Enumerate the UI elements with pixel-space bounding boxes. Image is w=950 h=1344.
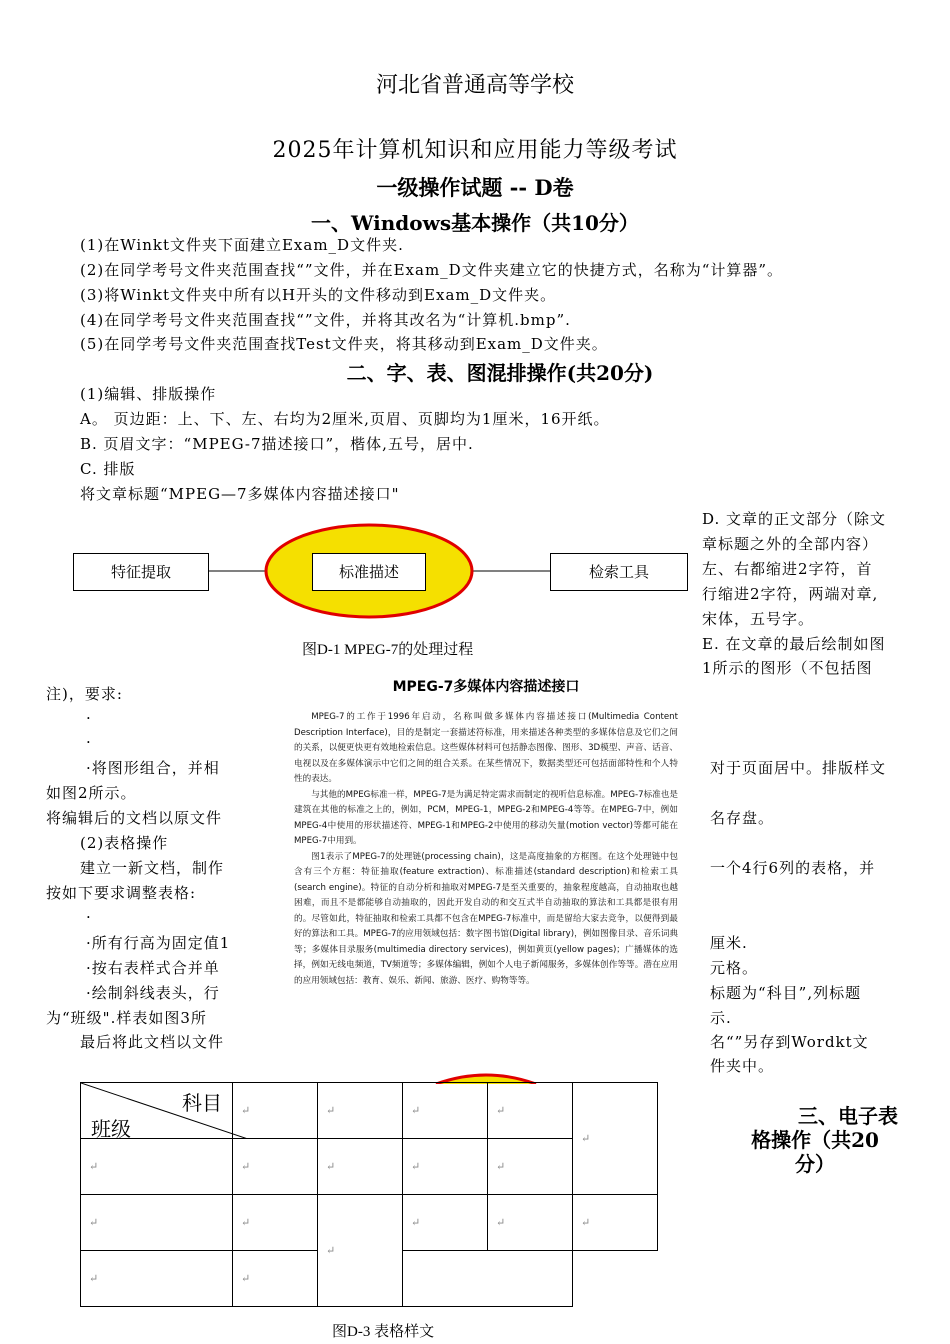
section2-title: 二、字、表、图混排操作(共20分) xyxy=(346,361,654,385)
box-feature-extraction: 特征提取 xyxy=(73,553,209,591)
school-title: 河北省普通高等学校 xyxy=(375,73,574,98)
figure2-sample-image xyxy=(286,672,686,1058)
table-cell: ↵ xyxy=(403,1195,488,1251)
right-col-line-4: 行缩进2字符，两端对章, xyxy=(702,585,879,603)
box-standard-description: 标准描述 xyxy=(312,553,426,591)
left-frag-5: 如图2所示。 xyxy=(46,784,137,802)
figure2-paragraph-1: MPEG-7的工作于1996年启动，名称叫做多媒体内容描述接口(Multimedia Content Description Interface)，目的是制定一套描述符标准，用来描述各种类型的多媒体信息及它们之间的关系，以便更快更有效地检索信息。这些媒体材料可包括静态图像、图形、3D模型、声音、话音、电视以及在多媒体演示中它们之间的组合关系。在某些情况下，数据类型还可包括面部特性和个人特性的表达。 xyxy=(294,712,678,784)
left-frag-4: ·将图形组合，并相 xyxy=(86,759,220,777)
figure2-paragraph-2: 与其他的MPEG标准一样，MPEG-7是为满足特定需求而制定的视听信息标准。MPEG-7标准也是建筑在其他的标准之上的，例如，PCM，MPEG-1，MPEG-2和MPEG-4等等。在MPEG-7中，例如MPEG-4中使用的形状描述符、MPEG-1和MPEG-2中使用的移动矢量(motion vector)等都可能在MPEG-7中用到。 xyxy=(294,789,678,846)
section2-line-5: 将文章标题“MPEG—7多媒体内容描述接口" xyxy=(80,485,400,503)
left-frag-6: 将编辑后的文档以原文件 xyxy=(46,809,223,827)
header-class: 班级 xyxy=(91,1117,131,1141)
section2-line-1: (1)编辑、排版操作 xyxy=(80,385,217,403)
table-cell: ↵ xyxy=(403,1083,488,1139)
right-col-line-2: 章标题之外的全部内容） xyxy=(702,535,879,553)
figure3-caption: 图D-3 表格样文 xyxy=(332,1324,435,1340)
right-col-line-6: E. 在文章的最后绘制如图 xyxy=(702,635,886,653)
left-frag-1: 注)，要求: xyxy=(46,685,123,703)
left-frag-14: 为“班级".样表如图3所 xyxy=(46,1009,207,1027)
figure3-table xyxy=(80,1082,658,1307)
left-frag-9: 按如下要求调整表格: xyxy=(46,884,197,902)
section1-title: 一、Windows基本操作（共10分） xyxy=(311,211,639,235)
left-frag-15: 最后将此文档以文件 xyxy=(80,1033,225,1051)
right-frag-9: 件夹中。 xyxy=(710,1057,775,1075)
right-col-line-3: 左、右都缩进2字符，首 xyxy=(702,560,873,578)
section1-item-4: (4)在同学考号文件夹范围查找“”文件，并将其改名为“计算机.bmp”. xyxy=(80,311,571,329)
right-frag-1: 对于页面居中。排版样文 xyxy=(710,759,887,777)
diagonal-header-cell xyxy=(81,1083,233,1139)
right-frag-5: 元格。 xyxy=(710,959,759,977)
table-cell: ↵ xyxy=(573,1083,658,1195)
section3-title xyxy=(730,1104,900,1176)
table-cell: ↵ xyxy=(81,1195,233,1251)
left-frag-3: · xyxy=(86,733,92,751)
table-cell: ↵ xyxy=(573,1195,658,1251)
left-frag-13: ·绘制斜线表头，行 xyxy=(86,984,220,1002)
figure2-title: MPEG-7多媒体内容描述接口 xyxy=(392,679,580,695)
right-frag-8: 名“”另存到Wordkt文 xyxy=(710,1033,869,1051)
figure2-paragraph-3: 图1表示了MPEG-7的处理链(processing chain)，这是高度抽象的方框图。在这个处理链中包含有三个方框：特征抽取(feature extraction)、标准描述(standard description)和检索工具(search engine)。特征的自动分析和抽取对MPEG-7是至关重要的，抽象程度越高，自动抽取也越困难，而且不是都能够自动抽取的，因此开发自动的和交互式半自动抽取的算法和工具都是很有用的。尽管如此，特征抽取和检索工具都不包含在MPEG-7标准中，而是留给大家去竞争，以便得到最好的算法和工具。MPEG-7的应用领域包括：数字图书馆(Digital library)，例如图像目录、音乐词典等；多媒体目录服务(multimedia directory services)，例如黄页(yellow pages)；广播媒体的选择，例如无线电频道，TV频道等；多媒体编辑，例如个人电子新闻服务，多媒体创作等等。潜在应用的应用领域包括：教育、娱乐、新闻、旅游、医疗、购物等等。 xyxy=(294,851,678,986)
table-cell: ↵ xyxy=(233,1195,318,1251)
section1-item-1: (1)在Winkt文件夹下面建立Exam_D文件夹. xyxy=(80,236,404,254)
table-cell: ↵ xyxy=(318,1195,403,1307)
header-subject: 科目 xyxy=(182,1091,222,1115)
right-frag-3: 一个4行6列的表格，并 xyxy=(710,859,876,877)
left-frag-12: ·按右表样式合并单 xyxy=(86,959,220,977)
right-frag-7: 示. xyxy=(710,1009,732,1027)
table-cell: ↵ xyxy=(403,1139,488,1195)
table-cell: ↵ xyxy=(488,1083,573,1139)
right-col-line-5: 宋体，五号字。 xyxy=(702,610,815,628)
table-cell: ↵ xyxy=(488,1195,573,1251)
left-frag-8: 建立一新文档，制作 xyxy=(80,859,225,877)
left-frag-7: (2)表格操作 xyxy=(80,834,169,852)
table-cell: ↵ xyxy=(81,1251,233,1307)
section3-title-line-1: 三、电子表 xyxy=(798,1104,898,1128)
section1-item-3: (3)将Winkt文件夹中所有以H开头的文件移动到Exam_D文件夹。 xyxy=(80,286,557,304)
left-frag-10: · xyxy=(86,908,92,926)
table-cell: ↵ xyxy=(233,1139,318,1195)
section1-item-2: (2)在同学考号文件夹范围查找“”文件，并在Exam_D文件夹建立它的快捷方式，名称为“计算器”。 xyxy=(80,261,784,279)
right-frag-4: 厘米. xyxy=(710,934,748,952)
table-cell: ↵ xyxy=(233,1083,318,1139)
table-cell: ↵ xyxy=(488,1139,573,1195)
section2-line-3: B. 页眉文字：“MPEG-7描述接口”，楷体,五号，居中. xyxy=(80,435,474,453)
section3-title-line-2: 格操作（共20 xyxy=(751,1128,879,1152)
section3-title-line-3: 分） xyxy=(795,1152,835,1176)
figure1-caption: 图D-1 MPEG-7的处理过程 xyxy=(302,642,474,658)
section2-line-2: A。 页边距：上、下、左、右均为2厘米,页眉、页脚均为1厘米，16开纸。 xyxy=(80,410,610,428)
right-frag-6: 标题为“科目”,列标题 xyxy=(710,984,862,1002)
right-col-line-1: D. 文章的正文部分（除文 xyxy=(702,510,887,528)
table-cell: ↵ xyxy=(81,1139,233,1195)
section2-line-4: C. 排版 xyxy=(80,460,136,478)
paper-title: 一级操作试题 -- D卷 xyxy=(376,175,574,200)
left-frag-11: ·所有行高为固定值1 xyxy=(86,934,231,952)
table-cell: ↵ xyxy=(318,1083,403,1139)
left-frag-2: · xyxy=(86,709,92,727)
right-col-line-7: 1所示的图形（不包括图 xyxy=(702,659,873,677)
exam-title: 2025年计算机知识和应用能力等级考试 xyxy=(272,138,678,163)
table-cell: ↵ xyxy=(318,1139,403,1195)
box-search-tool: 检索工具 xyxy=(550,553,688,591)
table-cell: ↵ xyxy=(233,1251,573,1307)
section1-item-5: (5)在同学考号文件夹范围查找Test文件夹，将其移动到Exam_D文件夹。 xyxy=(80,335,608,353)
right-frag-2: 名存盘。 xyxy=(710,809,775,827)
